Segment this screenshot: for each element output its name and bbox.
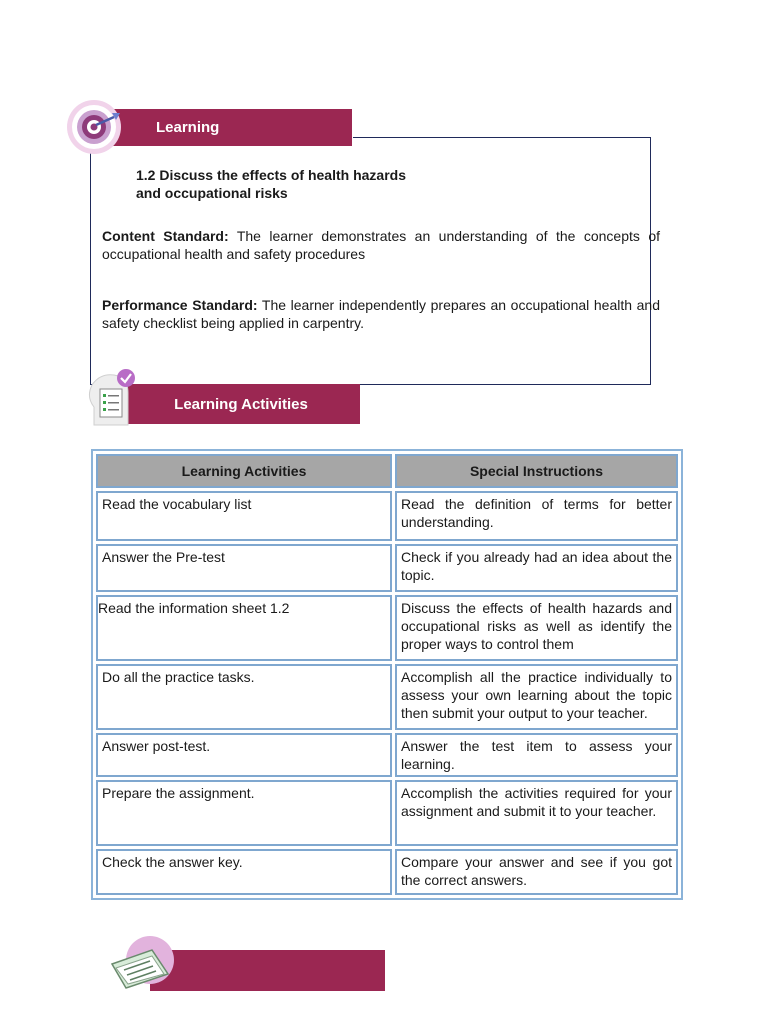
table-row xyxy=(96,544,678,592)
activity-cell: Prepare the assignment. xyxy=(96,780,392,846)
activity-cell: Read the information sheet 1.2 xyxy=(96,595,392,661)
learning-banner-label: Learning xyxy=(156,119,220,136)
table-row xyxy=(96,733,678,777)
instruction-cell: Accomplish the activities required for your assignment and submit it to your teacher. xyxy=(395,780,678,846)
table-row xyxy=(96,780,678,846)
target-icon xyxy=(66,99,124,155)
instruction-cell: Compare your answer and see if you got the correct answers. xyxy=(395,849,678,895)
instruction-cell: Check if you already had an idea about the topic. xyxy=(395,544,678,592)
checklist-icon xyxy=(84,367,140,427)
learning-activities-table xyxy=(91,449,683,900)
performance-standard xyxy=(102,296,660,332)
objective-title-line-2: and occupational risks xyxy=(136,185,288,201)
learning-activities-banner xyxy=(122,384,360,424)
instruction-cell: Discuss the effects of health hazards and occupational risks as well as identify the proper ways to control them xyxy=(395,595,678,661)
answer-sheet-icon xyxy=(106,934,176,992)
objective-title xyxy=(136,166,456,202)
content-standard-label: Content Standard: xyxy=(102,228,229,244)
objective-title-line-1: 1.2 Discuss the effects of health hazards xyxy=(136,167,406,183)
instruction-cell: Answer the test item to assess your learning. xyxy=(395,733,678,777)
activity-cell: Answer the Pre-test xyxy=(96,544,392,592)
learning-banner xyxy=(110,109,352,146)
instruction-cell: Read the definition of terms for better understanding. xyxy=(395,491,678,541)
instruction-cell: Accomplish all the practice individually to assess your own learning about the topic then submit your output to your teacher. xyxy=(395,664,678,730)
performance-standard-text: The learner independently prepares an occupational health and safety checklist being applied in carpentry. xyxy=(102,297,660,331)
table-row xyxy=(96,491,678,541)
activity-cell: Check the answer key. xyxy=(96,849,392,895)
table-row xyxy=(96,849,678,895)
learning-activities-banner-label: Learning Activities xyxy=(174,395,308,413)
table-row xyxy=(96,595,678,661)
next-section-banner xyxy=(150,950,385,991)
header-special-instructions: Special Instructions xyxy=(395,454,678,488)
content-standard-text: The learner demonstrates an understanding of the concepts of occupational health and safety procedures xyxy=(102,228,660,262)
performance-standard-label: Performance Standard: xyxy=(102,297,258,313)
table-row xyxy=(96,664,678,730)
content-standard xyxy=(102,227,660,263)
activity-cell: Read the vocabulary list xyxy=(96,491,392,541)
table-header-row xyxy=(96,454,678,488)
objective-box-top-border xyxy=(353,137,650,138)
header-learning-activities: Learning Activities xyxy=(96,454,392,488)
activity-cell: Answer post-test. xyxy=(96,733,392,777)
activity-cell: Do all the practice tasks. xyxy=(96,664,392,730)
